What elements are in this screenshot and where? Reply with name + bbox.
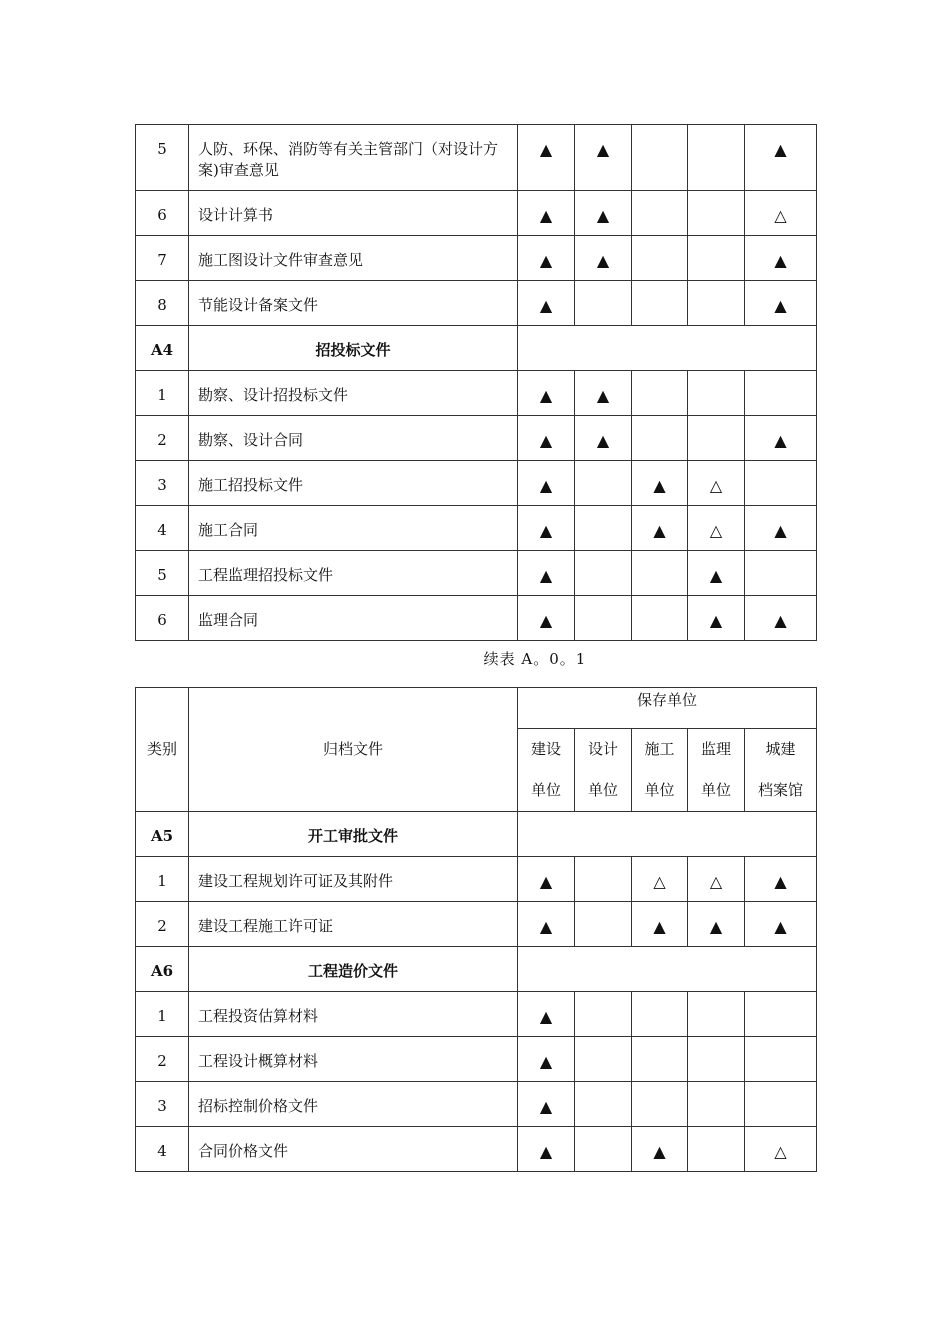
storage-mark: [632, 992, 688, 1037]
storage-mark: [575, 857, 632, 902]
storage-mark: [745, 371, 817, 416]
row-number: 2: [136, 902, 189, 947]
section-code: A6: [136, 947, 189, 992]
section-row: [136, 947, 817, 992]
header-unit-builder: 施工 单位: [632, 729, 688, 812]
document-name: 施工招投标文件: [189, 461, 518, 506]
table-row: [136, 416, 817, 461]
header-unit-archives: 城建 档案馆: [745, 729, 817, 812]
document-name: 工程投资估算材料: [189, 992, 518, 1037]
archive-table-main: [135, 687, 817, 1172]
storage-mark: ▲: [518, 902, 575, 947]
storage-mark: [688, 1037, 745, 1082]
document-name: 建设工程施工许可证: [189, 902, 518, 947]
storage-mark: △: [745, 1127, 817, 1172]
storage-mark: ▲: [518, 371, 575, 416]
table-row: [136, 551, 817, 596]
storage-mark: ▲: [575, 371, 632, 416]
storage-mark: [632, 416, 688, 461]
storage-mark: ▲: [518, 236, 575, 281]
table-row: [136, 1127, 817, 1172]
header-unit-construction: 建设 单位: [518, 729, 575, 812]
storage-mark: ▲: [745, 596, 817, 641]
storage-mark: ▲: [745, 125, 817, 191]
table-caption: 续表 A。0。1: [483, 650, 587, 668]
storage-mark: [632, 1082, 688, 1127]
storage-mark: ▲: [575, 416, 632, 461]
document-name: 节能设计备案文件: [189, 281, 518, 326]
storage-mark: [632, 551, 688, 596]
section-empty-cell: [518, 812, 817, 857]
storage-mark: [575, 1127, 632, 1172]
storage-mark: △: [632, 857, 688, 902]
section-title: 开工审批文件: [189, 812, 518, 857]
storage-mark: [575, 1082, 632, 1127]
row-number: 7: [136, 236, 189, 281]
storage-mark: [632, 371, 688, 416]
table-row: [136, 125, 817, 191]
storage-mark: [745, 992, 817, 1037]
storage-mark: [575, 902, 632, 947]
storage-mark: ▲: [518, 992, 575, 1037]
section-row: [136, 326, 817, 371]
row-number: 1: [136, 371, 189, 416]
document-name: 工程设计概算材料: [189, 1037, 518, 1082]
storage-mark: ▲: [518, 281, 575, 326]
storage-mark: [688, 992, 745, 1037]
storage-mark: ▲: [745, 281, 817, 326]
storage-mark: [688, 371, 745, 416]
storage-mark: ▲: [575, 191, 632, 236]
table-row: [136, 191, 817, 236]
storage-mark: ▲: [632, 506, 688, 551]
row-number: 2: [136, 416, 189, 461]
row-number: 3: [136, 1082, 189, 1127]
storage-mark: [632, 125, 688, 191]
table-row: [136, 1082, 817, 1127]
header-unit-design: 设计 单位: [575, 729, 632, 812]
row-number: 3: [136, 461, 189, 506]
document-name: 建设工程规划许可证及其附件: [189, 857, 518, 902]
document-name: 监理合同: [189, 596, 518, 641]
storage-mark: ▲: [688, 596, 745, 641]
storage-mark: [632, 191, 688, 236]
storage-mark: [688, 125, 745, 191]
storage-mark: ▲: [632, 1127, 688, 1172]
storage-mark: [575, 281, 632, 326]
row-number: 5: [136, 125, 189, 191]
row-number: 5: [136, 551, 189, 596]
storage-mark: △: [688, 506, 745, 551]
row-number: 1: [136, 857, 189, 902]
document-name: 招标控制价格文件: [189, 1082, 518, 1127]
row-number: 6: [136, 596, 189, 641]
document-name: 施工合同: [189, 506, 518, 551]
storage-mark: [688, 236, 745, 281]
table-row: [136, 461, 817, 506]
table-row: [136, 857, 817, 902]
storage-mark: ▲: [575, 125, 632, 191]
storage-mark: [575, 1037, 632, 1082]
storage-mark: ▲: [688, 902, 745, 947]
storage-mark: △: [745, 191, 817, 236]
header-unit-supervision: 监理 单位: [688, 729, 745, 812]
storage-mark: ▲: [518, 551, 575, 596]
storage-mark: [688, 191, 745, 236]
row-number: 1: [136, 992, 189, 1037]
storage-mark: ▲: [688, 551, 745, 596]
storage-mark: ▲: [745, 416, 817, 461]
row-number: 4: [136, 1127, 189, 1172]
storage-mark: [632, 1037, 688, 1082]
storage-mark: [575, 596, 632, 641]
document-name: 人防、环保、消防等有关主管部门（对设计方案)审查意见: [189, 125, 518, 191]
row-number: 6: [136, 191, 189, 236]
table2-body: [136, 812, 817, 1172]
storage-mark: ▲: [745, 902, 817, 947]
storage-mark: [632, 281, 688, 326]
storage-mark: ▲: [518, 1037, 575, 1082]
document-name: 工程监理招投标文件: [189, 551, 518, 596]
header-archive-doc: 归档文件: [189, 688, 518, 812]
document-name: 施工图设计文件审查意见: [189, 236, 518, 281]
document-name: 合同价格文件: [189, 1127, 518, 1172]
storage-mark: [745, 461, 817, 506]
storage-mark: ▲: [745, 857, 817, 902]
storage-mark: [745, 551, 817, 596]
table-row: [136, 902, 817, 947]
storage-mark: [688, 416, 745, 461]
storage-mark: ▲: [632, 461, 688, 506]
storage-mark: ▲: [518, 596, 575, 641]
section-code: A4: [136, 326, 189, 371]
storage-mark: [745, 1082, 817, 1127]
storage-mark: [575, 506, 632, 551]
storage-mark: ▲: [518, 416, 575, 461]
storage-mark: △: [688, 461, 745, 506]
storage-mark: ▲: [745, 506, 817, 551]
storage-mark: ▲: [518, 461, 575, 506]
storage-mark: ▲: [632, 902, 688, 947]
storage-mark: ▲: [518, 1082, 575, 1127]
header-category: 类别: [136, 688, 189, 812]
table-row: [136, 1037, 817, 1082]
header-storage-unit: 保存单位: [518, 688, 817, 729]
row-number: 2: [136, 1037, 189, 1082]
row-number: 8: [136, 281, 189, 326]
section-empty-cell: [518, 947, 817, 992]
archive-table-continued: [135, 124, 817, 641]
storage-mark: ▲: [518, 1127, 575, 1172]
section-code: A5: [136, 812, 189, 857]
storage-mark: [745, 1037, 817, 1082]
section-row: [136, 812, 817, 857]
storage-mark: ▲: [575, 236, 632, 281]
storage-mark: [632, 236, 688, 281]
storage-mark: [575, 551, 632, 596]
storage-mark: ▲: [518, 506, 575, 551]
storage-mark: ▲: [745, 236, 817, 281]
storage-mark: △: [688, 857, 745, 902]
table-row: [136, 506, 817, 551]
document-name: 勘察、设计合同: [189, 416, 518, 461]
table-row: [136, 281, 817, 326]
section-empty-cell: [518, 326, 817, 371]
table-row: [136, 596, 817, 641]
section-title: 招投标文件: [189, 326, 518, 371]
storage-mark: ▲: [518, 857, 575, 902]
table-row: [136, 236, 817, 281]
document-name: 勘察、设计招投标文件: [189, 371, 518, 416]
storage-mark: ▲: [518, 191, 575, 236]
row-number: 4: [136, 506, 189, 551]
storage-mark: ▲: [518, 125, 575, 191]
table2-header: [136, 688, 817, 812]
storage-mark: [575, 992, 632, 1037]
table-row: [136, 371, 817, 416]
storage-mark: [575, 461, 632, 506]
storage-mark: [688, 1127, 745, 1172]
storage-mark: [688, 281, 745, 326]
table-row: [136, 992, 817, 1037]
table1-body: [136, 125, 817, 641]
storage-mark: [688, 1082, 745, 1127]
storage-mark: [632, 596, 688, 641]
section-title: 工程造价文件: [189, 947, 518, 992]
document-name: 设计计算书: [189, 191, 518, 236]
